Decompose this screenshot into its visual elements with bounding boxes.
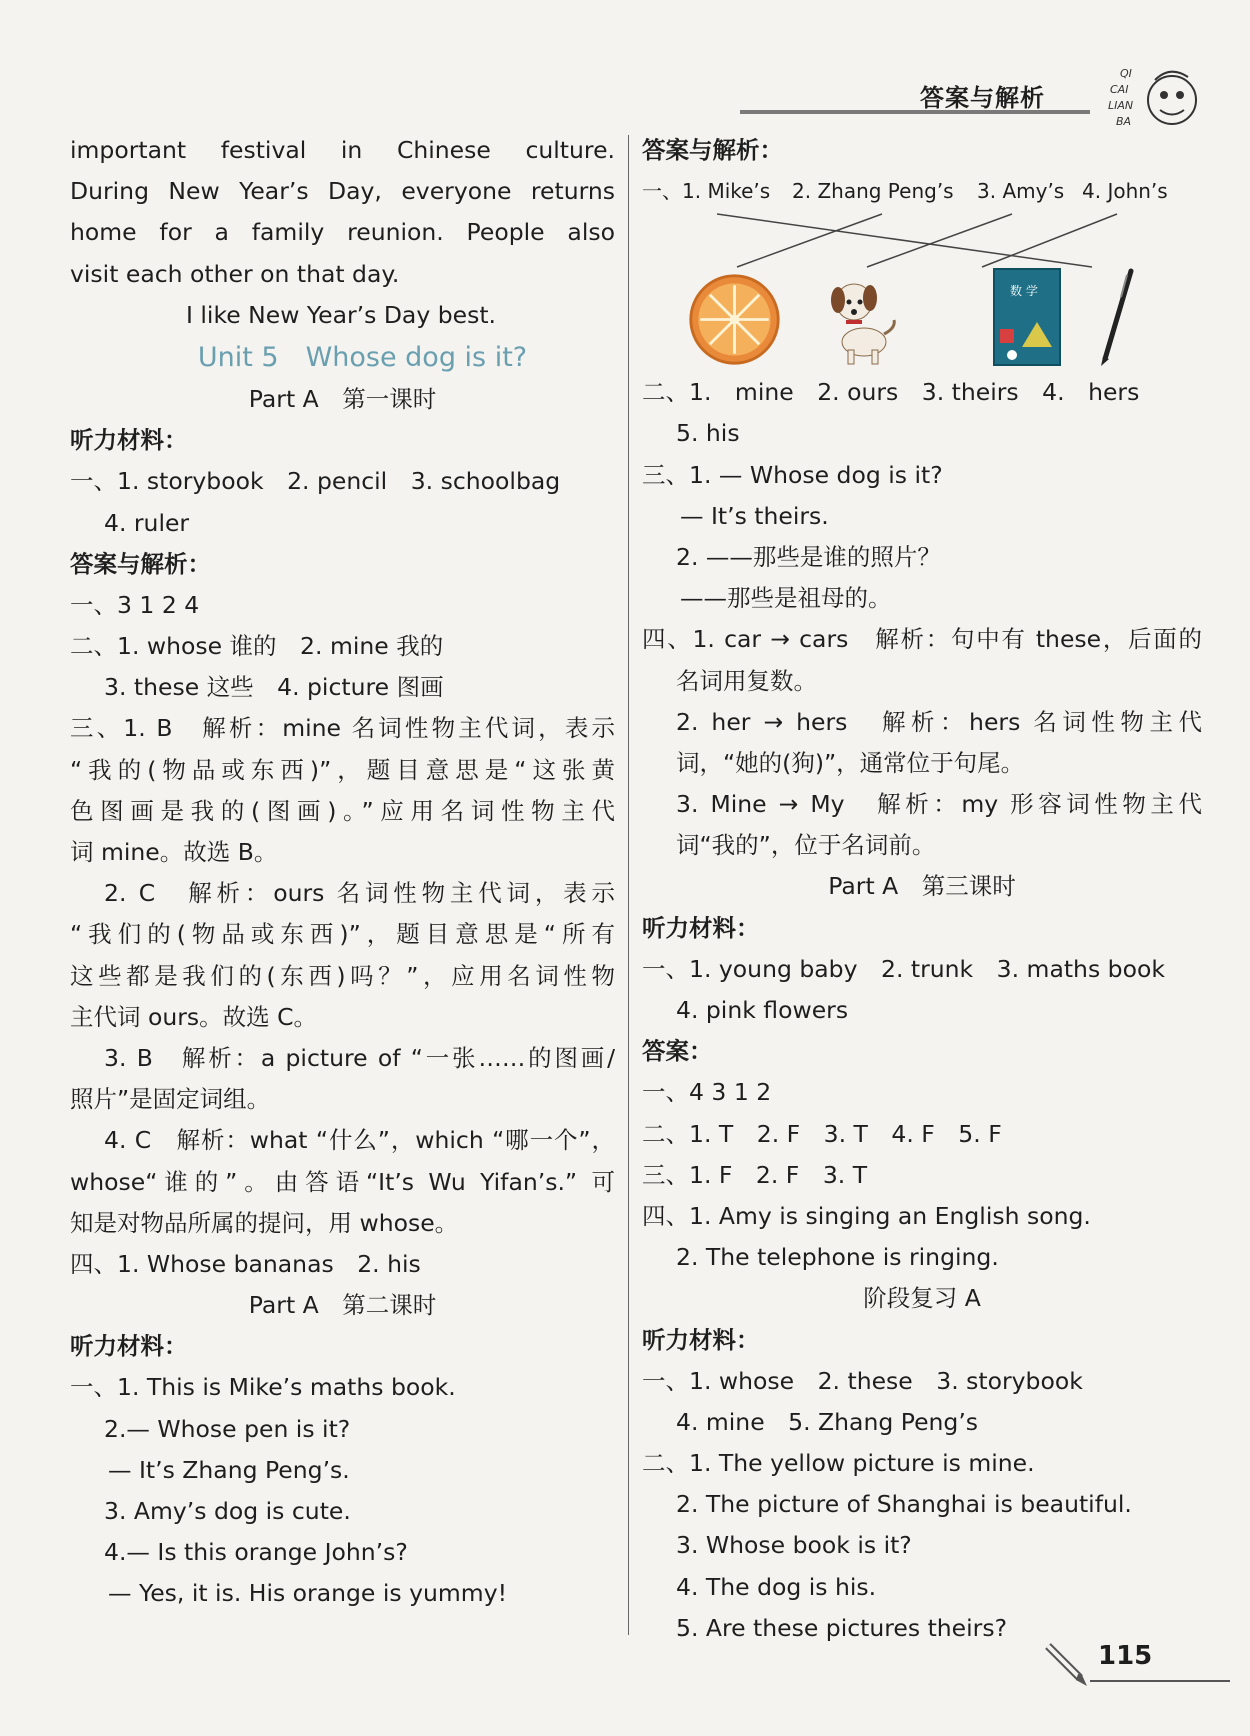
- answer-label: 答案：: [642, 1037, 713, 1066]
- answer-item: 2. The telephone is ringing.: [676, 1243, 999, 1272]
- orange-picture-icon: [687, 272, 782, 367]
- intro-end: I like New Year’s Day best.: [186, 300, 496, 329]
- answer-item: 四、1. Amy is singing an English song.: [642, 1201, 1091, 1230]
- logo-text-qi: QI: [1120, 67, 1132, 80]
- answer-label: 答案与解析：: [642, 136, 783, 164]
- answer-item: 5. his: [676, 419, 740, 448]
- answer-item: 主代词 ours。故选 C。: [70, 1002, 318, 1031]
- answer-item: 3. Mine → My 解析：my 形容词性物主代: [676, 790, 1202, 819]
- listening-item: 4.— Is this orange John’s?: [104, 1538, 408, 1567]
- intro-line-3: home for a family reunion. People also: [70, 218, 615, 247]
- listening-item: 2. The picture of Shanghai is beautiful.: [676, 1490, 1132, 1519]
- answer-item: 三、1. F 2. F 3. T: [642, 1160, 868, 1189]
- page-number: 115: [1098, 1641, 1153, 1671]
- header-title: 答案与解析: [920, 84, 1045, 112]
- listening-item: 一、1. storybook 2. pencil 3. schoolbag: [70, 467, 561, 496]
- part3-title: Part A 第三课时: [828, 872, 1016, 901]
- answer-item: 词“我的”，位于名词前。: [676, 831, 936, 860]
- intro-line-2: During New Year’s Day, everyone returns: [70, 177, 615, 206]
- answer-item: 名词用复数。: [676, 666, 817, 695]
- answer-item: 词，“她的(狗)”，通常位于句尾。: [676, 748, 1025, 777]
- page-number-rule: [1090, 1680, 1230, 1682]
- listening-item: 5. Are these pictures theirs?: [676, 1613, 1008, 1642]
- listening-item: 一、1. This is Mike’s maths book.: [70, 1373, 456, 1402]
- listening-item: — Yes, it is. His orange is yummy!: [108, 1579, 508, 1608]
- review-title: 阶段复习 A: [863, 1284, 981, 1313]
- intro-line-1: important festival in Chinese culture.: [70, 136, 615, 164]
- dog-picture-icon: [822, 272, 902, 367]
- pencil-icon: [1040, 1638, 1095, 1693]
- maths-book-picture-icon: [992, 267, 1062, 367]
- listening-item: 2.— Whose pen is it?: [104, 1414, 351, 1443]
- listening-item: — It’s Zhang Peng’s.: [108, 1455, 350, 1484]
- listening-item: 3. Amy’s dog is cute.: [104, 1497, 351, 1525]
- left-column: [70, 130, 615, 1615]
- answer-label: 答案与解析：: [70, 549, 211, 578]
- answer-item: 四、1. Whose bananas 2. his: [70, 1249, 421, 1278]
- listening-item: 一、1. whose 2. these 3. storybook: [642, 1366, 1083, 1395]
- answer-item: 2. C 解析：ours 名词性物主代词，表示: [104, 879, 615, 908]
- page-number-block: [1040, 1638, 1210, 1698]
- matching-exercise: [642, 212, 1202, 372]
- answer-item: 知是对物品所属的提问，用 whose。: [70, 1208, 459, 1237]
- intro-line-4: visit each other on that day.: [70, 259, 400, 288]
- logo-text-ba: BA: [1116, 115, 1132, 128]
- answer-item: 词 mine。故选 B。: [70, 838, 278, 866]
- part1-title: Part A 第一课时: [248, 384, 437, 413]
- answer-item: 一、4 3 1 2: [642, 1078, 772, 1107]
- answer-item: ——那些是祖母的。: [680, 584, 892, 613]
- answer-item: “我的(物品或东西)”，题目意思是“这张黄: [70, 755, 615, 784]
- unit-title: Unit 5 Whose dog is it?: [197, 341, 528, 373]
- answer-item: 三、1. — Whose dog is it?: [642, 460, 943, 489]
- answer-item: 一、3 1 2 4: [70, 590, 200, 619]
- listening-label: 听力材料：: [642, 1325, 760, 1354]
- listening-item: 二、1. The yellow picture is mine.: [642, 1449, 1035, 1478]
- answer-item: 照片”是固定词组。: [70, 1085, 271, 1114]
- answer-item: 四、1. car → cars 解析：句中有 these，后面的: [642, 625, 1202, 654]
- match-label-2: 2. Zhang Peng’s: [792, 179, 954, 204]
- match-label-4: 4. John’s: [1082, 179, 1168, 204]
- answer-item: 色图画是我的(图画)。”应用名词性物主代: [70, 796, 615, 825]
- listening-label: 听力材料：: [70, 426, 188, 455]
- listening-label: 听力材料：: [642, 913, 760, 942]
- answer-item: 二、1. T 2. F 3. T 4. F 5. F: [642, 1119, 1002, 1148]
- right-column: [642, 130, 1202, 1649]
- listening-item: 3. Whose book is it?: [676, 1531, 912, 1560]
- answer-item: — It’s theirs.: [680, 501, 829, 530]
- listening-label: 听力材料：: [70, 1332, 188, 1361]
- listening-item: 4. ruler: [104, 508, 190, 537]
- answer-item: 二、1. mine 2. ours 3. theirs 4. hers: [642, 378, 1140, 407]
- listening-item: 4. mine 5. Zhang Peng’s: [676, 1407, 979, 1436]
- logo-text-lian: LIAN: [1108, 99, 1134, 112]
- answer-item: 2. ——那些是谁的照片？: [676, 542, 941, 571]
- listening-item: 一、1. young baby 2. trunk 3. maths book: [642, 954, 1165, 983]
- answer-item: 2. her → hers 解析：hers 名词性物主代: [676, 707, 1202, 736]
- answer-item: 三、1. B 解析：mine 名词性物主代词，表示: [70, 714, 615, 743]
- part2-title: Part A 第二课时: [248, 1291, 437, 1320]
- listening-item: 4. pink flowers: [676, 996, 849, 1024]
- answer-item: 这些都是我们的(东西)吗？”，应用名词性物: [70, 961, 615, 990]
- match-label-1: 一、1. Mike’s: [642, 179, 771, 204]
- column-divider: [628, 135, 629, 1635]
- answer-item: 4. C 解析：what “什么”，which “哪一个”，: [104, 1126, 615, 1155]
- answer-item: “我们的(物品或东西)”，题目意思是“所有: [70, 920, 615, 949]
- answer-item: 3. these 这些 4. picture 图画: [104, 673, 444, 702]
- pen-picture-icon: [1097, 267, 1137, 367]
- answer-item: 二、1. whose 谁的 2. mine 我的: [70, 632, 444, 661]
- answer-item: whose“谁的”。由答语“It’s Wu Yifan’s.” 可: [70, 1167, 615, 1196]
- match-labels: [642, 171, 1202, 212]
- logo-text-cai: CAI: [1110, 83, 1129, 96]
- listening-item: 4. The dog is his.: [676, 1572, 877, 1601]
- page-header: [740, 67, 1200, 130]
- match-label-3: 3. Amy’s: [977, 179, 1065, 204]
- book-label: 数 学: [1010, 284, 1038, 299]
- answer-item: 3. B 解析：a picture of “一张……的图画/: [104, 1043, 615, 1072]
